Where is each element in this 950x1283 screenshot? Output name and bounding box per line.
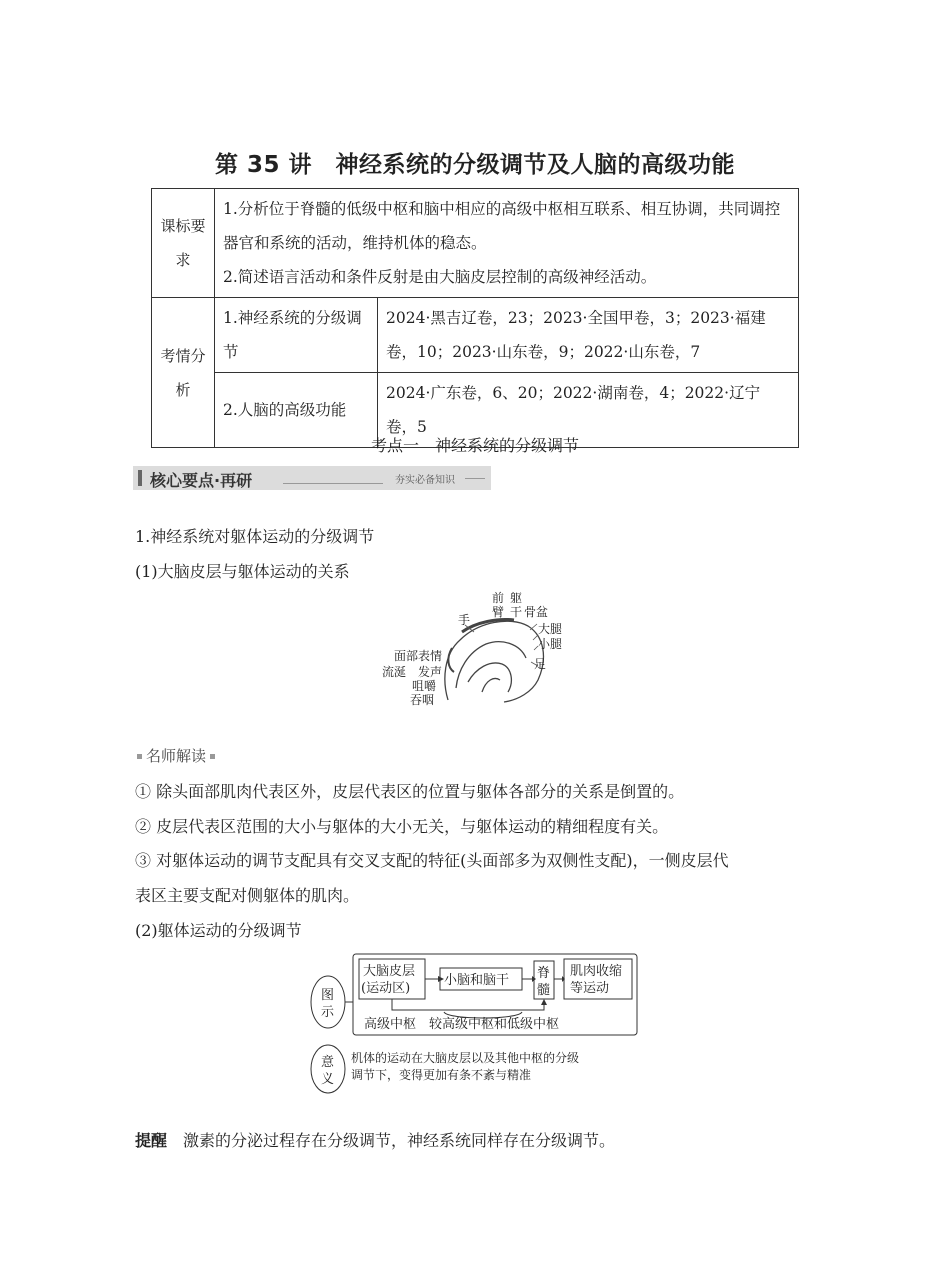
label-trunk-1: 躯 — [510, 591, 523, 605]
label-pelvis: 骨盆 — [524, 605, 549, 619]
label-salivation: 流涎 — [382, 665, 407, 679]
square-right-icon — [210, 754, 215, 759]
exam-topic-2: 2.人脑的高级功能 — [215, 373, 378, 448]
yiyi-2: 义 — [321, 1072, 335, 1087]
tip — [135, 1128, 615, 1151]
curriculum-line-2: 2.简述语言活动和条件反射是由大脑皮层控制的高级神经活动。 — [223, 268, 657, 286]
cortex-gyrus-2 — [482, 679, 500, 693]
arrowhead-4 — [541, 999, 547, 1005]
cortex-inner — [456, 642, 526, 688]
square-left-icon — [137, 754, 142, 759]
exam-sources-2: 2024·广东卷，6、20；2022·湖南卷，4；2022·辽宁卷，5 — [378, 373, 799, 448]
heading-1: 1.神经系统对躯体运动的分级调节 — [135, 527, 375, 546]
label-trunk-2: 干 — [510, 605, 523, 619]
banner-bar — [138, 470, 142, 486]
interpretation-label — [133, 745, 219, 766]
arrow-cortex-spinal — [392, 999, 544, 1010]
banner-title: 核心要点·再研 — [150, 471, 253, 490]
section-banner — [133, 466, 491, 490]
curriculum-line-1: 1.分析位于脊髓的低级中枢和脑中相应的高级中枢相互联系、相互协调，共同调控器官和系统的活动，维持机体的稳态。 — [223, 200, 781, 252]
cortex-label-2: (运动区) — [361, 981, 411, 996]
point-3-cont: 表区主要支配对侧躯体的肌肉。 — [135, 886, 360, 905]
homunculus-face — [448, 648, 454, 672]
interpretation-text: 名师解读 — [146, 747, 207, 765]
heading-1b: (2)躯体运动的分级调节 — [135, 921, 302, 940]
exam-topic-1: 1.神经系统的分级调节 — [215, 298, 378, 373]
tushi-2: 示 — [321, 1005, 335, 1020]
section-title: 考点一 神经系统的分级调节 — [370, 436, 579, 455]
curriculum-header: 课标要求 — [152, 189, 215, 298]
exam-header: 考情分析 — [152, 298, 215, 448]
label-thigh: 大腿 — [538, 622, 563, 636]
label-foot: 足 — [534, 657, 547, 671]
pelvis-pointer — [530, 624, 537, 630]
cerebellum-label: 小脑和脑干 — [444, 973, 510, 988]
spinal-2: 髓 — [537, 983, 551, 998]
banner-subtitle: 夯实必备知识 — [395, 475, 455, 486]
flow-diagram — [308, 950, 648, 1095]
curriculum-content — [215, 189, 799, 298]
banner-divider — [283, 483, 383, 484]
cortex-outline — [445, 621, 547, 702]
label-vocalization: 发声 — [418, 665, 443, 679]
spinal-1: 脊 — [537, 966, 551, 981]
point-3: ③ 对躯体运动的调节支配具有交叉支配的特征(头面部多为双侧性支配)，一侧皮层代 — [135, 851, 729, 870]
tip-text: 激素的分泌过程存在分级调节，神经系统同样存在分级调节。 — [183, 1131, 616, 1150]
tushi-1: 图 — [321, 988, 335, 1003]
exam-sources-1: 2024·黑吉辽卷，23；2023·全国甲卷，3；2023·福建卷，10；2023·山东卷，9；2022·山东卷，7 — [378, 298, 799, 373]
meaning-2: 调节下，变得更加有条不紊与精准 — [351, 1068, 532, 1082]
label-forearm-2: 臂 — [492, 605, 505, 619]
curriculum-table — [151, 188, 799, 448]
label-swallowing: 吞咽 — [410, 693, 435, 707]
point-1: ① 除头面部肌肉代表区外，皮层代表区的位置与躯体各部分的关系是倒置的。 — [135, 782, 685, 801]
yiyi-1: 意 — [321, 1055, 335, 1070]
tip-label: 提醒 — [135, 1131, 168, 1150]
page-title: 第 35 讲 神经系统的分级调节及人脑的高级功能 — [214, 152, 736, 178]
label-face: 面部表情 — [394, 649, 443, 663]
cortex-label: 大脑皮层 — [363, 964, 416, 979]
cortex-gyrus — [468, 663, 511, 692]
muscle-label: 肌肉收缩 — [570, 964, 623, 979]
levels-label: 高级中枢 较高级中枢和低级中枢 — [364, 1017, 560, 1032]
banner-divider-2 — [465, 478, 485, 479]
heading-1a: (1)大脑皮层与躯体运动的关系 — [135, 562, 350, 581]
point-2: ② 皮层代表区范围的大小与躯体的大小无关，与躯体运动的精细程度有关。 — [135, 817, 669, 836]
label-forearm-1: 前 — [492, 591, 505, 605]
label-calf: 小腿 — [538, 637, 563, 651]
meaning-1: 机体的运动在大脑皮层以及其他中枢的分级 — [351, 1051, 580, 1065]
muscle-label-2: 等运动 — [570, 981, 610, 996]
label-hand: 手 — [458, 613, 471, 627]
label-chewing: 咀嚼 — [412, 679, 437, 693]
brain-diagram — [378, 588, 578, 708]
